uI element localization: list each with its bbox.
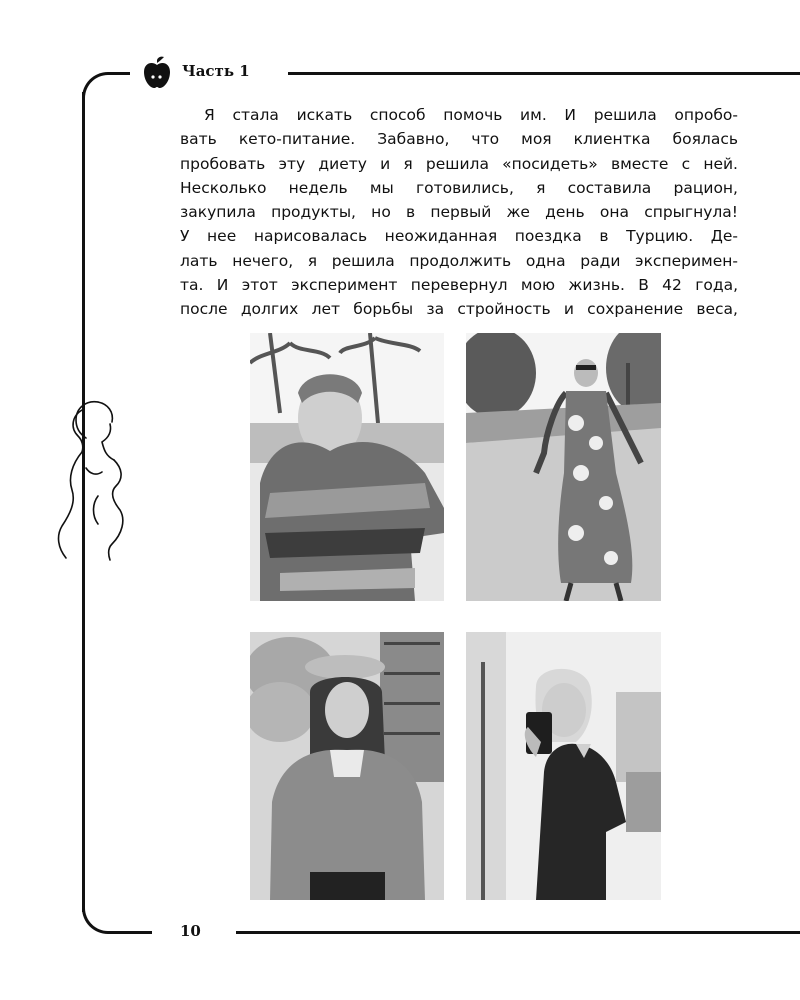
- frame-corner-top: [82, 72, 110, 100]
- text-line: вать кето-питание. Забавно, что моя клиентка боялась: [180, 130, 738, 149]
- frame-line-bottom-short: [108, 931, 152, 934]
- apple-icon: [140, 56, 174, 90]
- text-line: Я стала искать способ помочь им. И решила опробо-: [204, 106, 738, 124]
- text-line: лать нечего, я решила продолжить одна ради эксперимен-: [180, 251, 738, 270]
- page-number: 10: [180, 922, 201, 940]
- chapter-title: Часть 1: [182, 62, 250, 80]
- photo-beach-before: [250, 333, 444, 601]
- frame-line-top-long: [288, 72, 800, 75]
- female-silhouette-icon: [52, 398, 132, 563]
- text-line: У нее нарисовалась неожиданная поездка в Турцию. Де-: [180, 227, 738, 246]
- frame-corner-bottom: [82, 904, 110, 934]
- text-line: Несколько недель мы готовились, я составила рацион,: [180, 178, 738, 197]
- frame-line-top-short: [108, 72, 130, 75]
- text-line: закупила продукты, но в первый же день она спрыгнула!: [180, 203, 738, 222]
- photo-indoor-before: [250, 632, 444, 900]
- text-line: после долгих лет борьбы за стройность и сохранение веса,: [180, 300, 738, 319]
- photo-park-dress: [466, 333, 661, 601]
- photo-mirror-after: [466, 632, 661, 900]
- text-line: та. И этот эксперимент перевернул мою жизнь. В 42 года,: [180, 276, 738, 295]
- frame-line-bottom-long: [236, 931, 800, 934]
- body-paragraph: [180, 103, 738, 322]
- text-line: пробовать эту диету и я решила «посидеть» вместе с ней.: [180, 154, 738, 173]
